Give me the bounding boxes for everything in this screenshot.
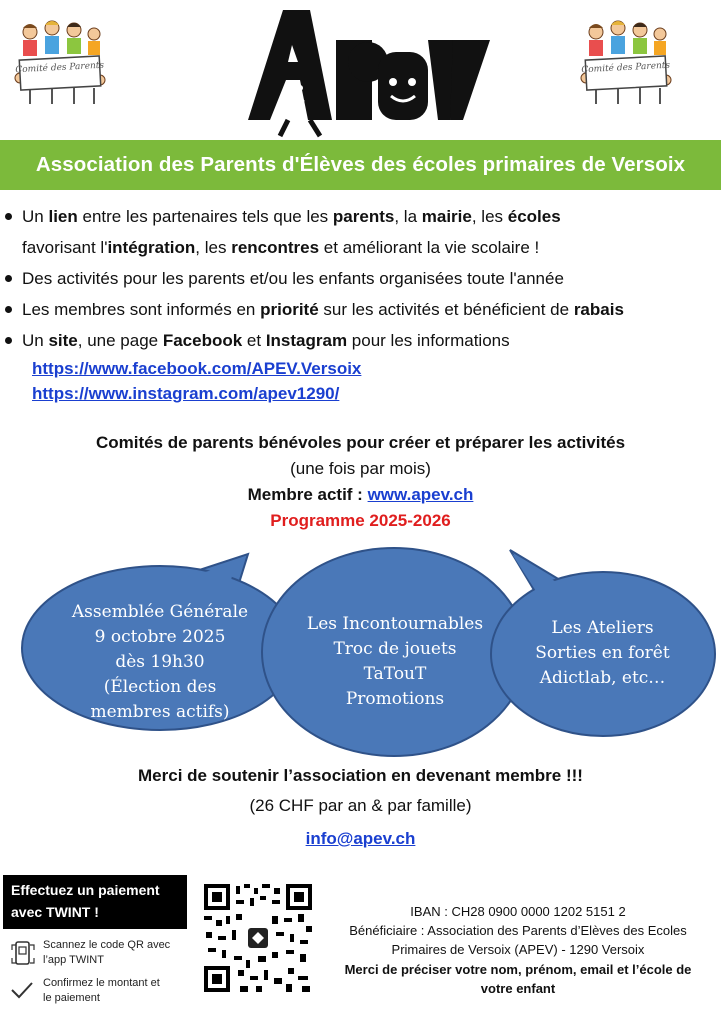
text-fragment: , les <box>195 238 232 257</box>
twint-step-line: Confirmez le montant et <box>43 977 160 989</box>
bubble-line: Les Incontournables <box>306 614 484 634</box>
checkmark-icon <box>10 980 34 1000</box>
text-fragment: écoles <box>507 207 561 226</box>
member-link[interactable]: www.apev.ch <box>367 485 474 504</box>
committee-line-2: (une fois par mois) <box>290 459 431 478</box>
bullet-dot-icon <box>5 306 12 313</box>
bubble-line: membres actifs) <box>90 702 230 722</box>
text-fragment: , la <box>394 207 422 226</box>
text-fragment: rabais <box>573 300 624 319</box>
text-fragment: et améliorant la vie scolaire ! <box>319 238 540 257</box>
text-fragment: parents <box>332 207 395 226</box>
kids-illustration-right <box>574 18 674 110</box>
text-fragment: Un <box>22 331 49 350</box>
bubble-line: 9 octobre 2025 <box>94 627 226 647</box>
text-fragment: , une page <box>77 331 163 350</box>
phone-scan-icon <box>10 940 36 968</box>
bullet-3 <box>22 294 624 325</box>
kids-sign-text-left: Comité des Parents <box>15 60 105 76</box>
twint-qr-code[interactable] <box>202 882 314 994</box>
facebook-link[interactable]: https://www.facebook.com/APEV.Versoix <box>32 359 362 378</box>
email-line <box>0 829 721 849</box>
bullet-1-line-2 <box>22 232 539 263</box>
twint-step-line: l’app TWINT <box>43 954 104 966</box>
bullet-dot-icon <box>5 213 12 220</box>
instagram-link[interactable]: https://www.instagram.com/apev1290/ <box>32 384 340 403</box>
text-fragment: lien <box>48 207 78 226</box>
bubble-line: Promotions <box>345 689 445 709</box>
bubble-line: Les Ateliers <box>551 618 654 638</box>
beneficiary-line-1: Bénéficiaire : Association des Parents d’Elèves des Ecoles <box>349 923 687 938</box>
committee-line-1: Comités de parents bénévoles pour créer et préparer les activités <box>95 433 626 452</box>
twint-title-2: avec TWINT ! <box>11 904 99 920</box>
text-fragment: et <box>242 331 266 350</box>
twint-step-line: le paiement <box>43 992 100 1004</box>
twint-box <box>3 875 187 929</box>
bubble-line: Sorties en forêt <box>535 643 670 663</box>
beneficiary-line-2: Primaires de Versoix (APEV) - 1290 Versoix <box>391 942 645 957</box>
text-fragment: Les membres sont informés en <box>22 300 261 319</box>
text-fragment: , les <box>471 207 508 226</box>
kids-illustration-left <box>8 18 108 110</box>
bubble-line: (Élection des <box>103 677 217 697</box>
iban-line: IBAN : CH28 0900 0000 1202 5151 2 <box>410 904 626 919</box>
bubble-line: dès 19h30 <box>115 652 205 672</box>
twint-step-line: Scannez le code QR avec <box>43 939 171 951</box>
bubble-line: Adictlab, etc… <box>539 668 666 688</box>
bubble-line: Troc de jouets <box>333 639 457 659</box>
bullet-4 <box>22 325 510 356</box>
programme-bubbles <box>0 540 721 770</box>
text-fragment: Un <box>22 207 49 226</box>
text-fragment: entre les partenaires tels que les <box>77 207 333 226</box>
bubble-line: TaTouT <box>363 664 427 684</box>
bullet-2: Des activités pour les parents et/ou les enfants organisées toute l'année <box>22 269 564 288</box>
member-label: Membre actif : <box>247 485 368 504</box>
note-line-2: votre enfant <box>480 981 556 996</box>
text-fragment: priorité <box>260 300 319 319</box>
bubble-line: Assemblée Générale <box>71 602 249 622</box>
text-fragment: site <box>48 331 78 350</box>
bubble-left-text <box>52 600 268 725</box>
banner-title: Association des Parents d'Élèves des écoles primaires de Versoix <box>35 153 686 176</box>
note-line-1: Merci de préciser votre nom, prénom, email et l’école de <box>344 962 692 977</box>
bullet-dot-icon <box>5 337 12 344</box>
text-fragment: Facebook <box>162 331 243 350</box>
text-fragment: sur les activités et bénéficient de <box>318 300 574 319</box>
text-fragment: intégration <box>107 238 196 257</box>
text-fragment: favorisant l' <box>22 238 108 257</box>
text-fragment: mairie <box>421 207 472 226</box>
twint-step-1 <box>43 938 170 968</box>
bullet-dot-icon <box>5 275 12 282</box>
apev-logo <box>228 10 490 138</box>
twint-title-1: Effectuez un paiement <box>11 882 160 898</box>
bullet-1-line-1 <box>22 201 561 232</box>
text-fragment: Instagram <box>265 331 348 350</box>
bubble-right-text <box>510 616 695 691</box>
support-line-1: Merci de soutenir l’association en devenant membre !!! <box>138 766 583 785</box>
bubble-middle-text <box>290 612 500 712</box>
member-line <box>0 485 721 505</box>
support-line-2: (26 CHF par an & par famille) <box>249 796 472 815</box>
twint-step-2 <box>43 976 160 1006</box>
email-link[interactable]: info@apev.ch <box>305 829 416 848</box>
text-fragment: pour les informations <box>347 331 510 350</box>
programme-title: Programme 2025-2026 <box>270 511 451 530</box>
text-fragment: rencontres <box>231 238 320 257</box>
title-banner <box>0 140 721 190</box>
kids-sign-text-right: Comité des Parents <box>581 60 671 76</box>
